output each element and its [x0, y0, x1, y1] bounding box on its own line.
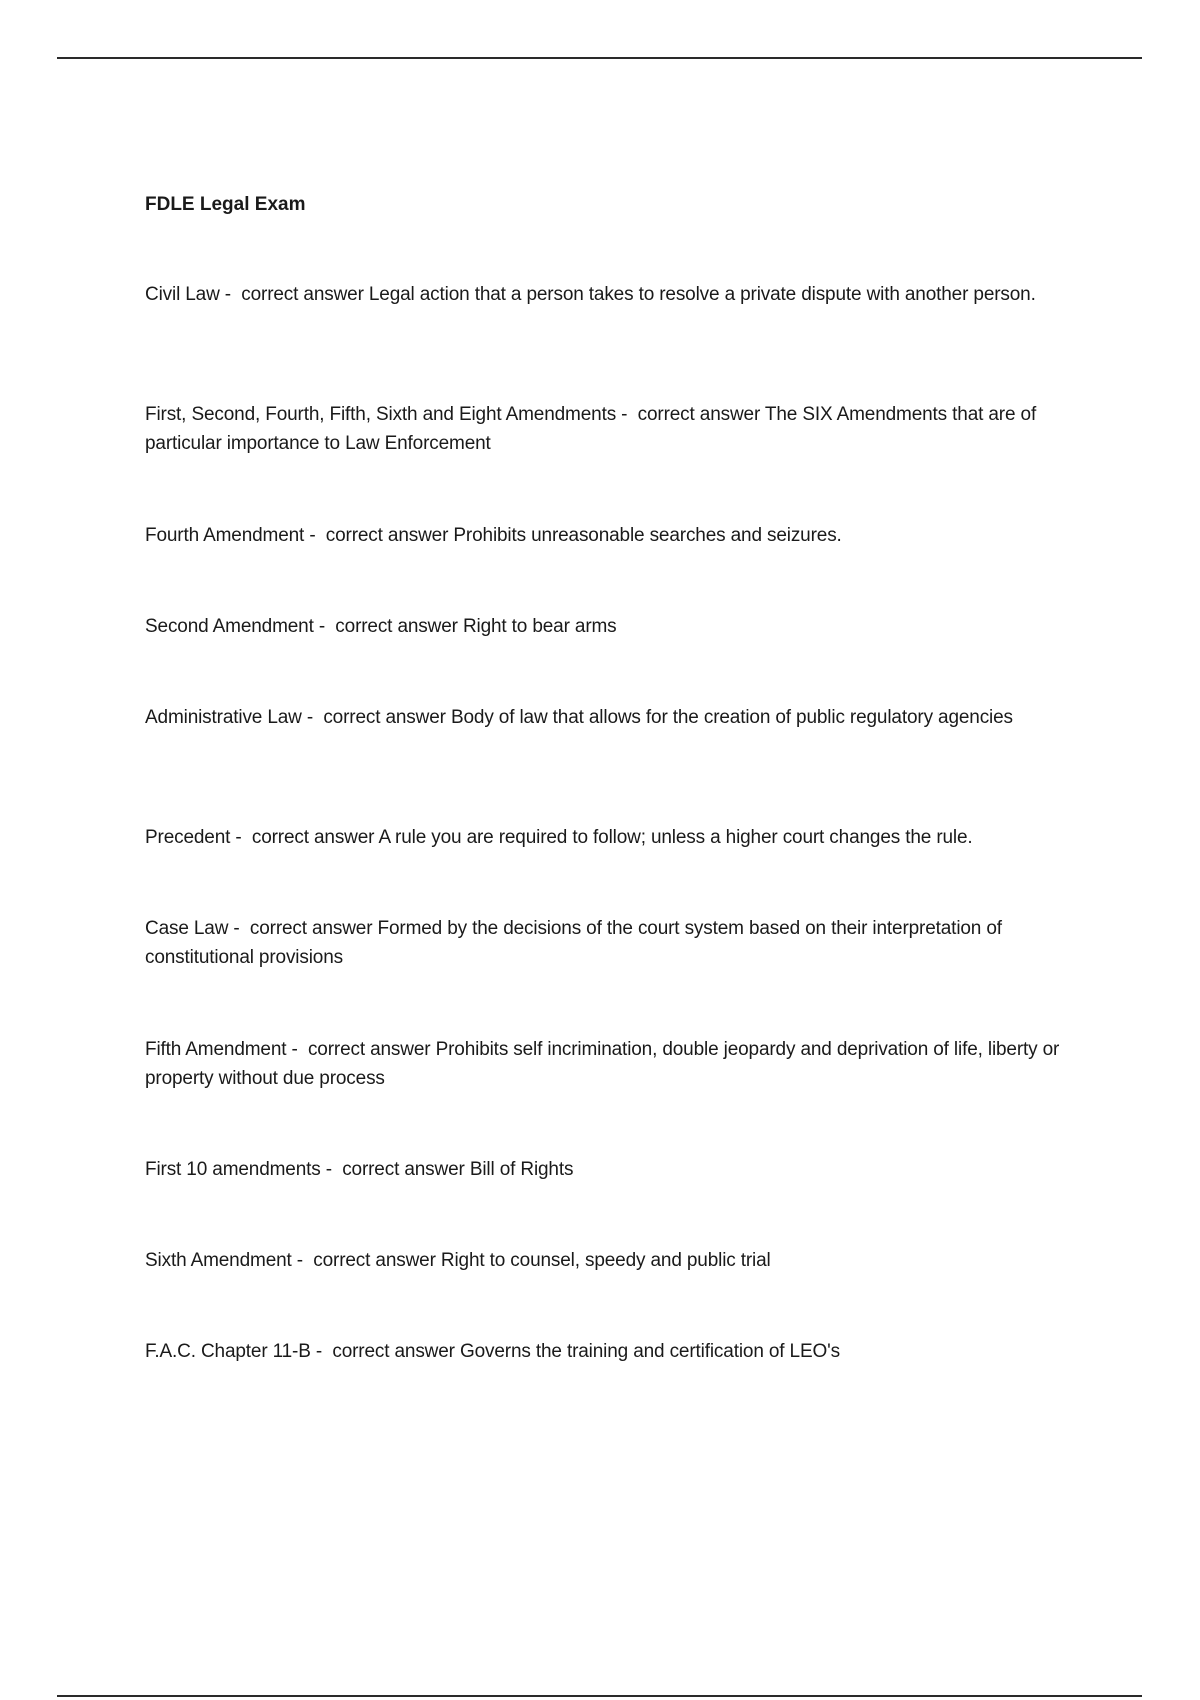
entry-answer: Bill of Rights [469, 1159, 574, 1180]
entry-answer: Right to bear arms [462, 616, 617, 637]
entry-term: First, Second, Fourth, Fifth, Sixth and Eight Amendments - [145, 404, 638, 425]
entry-answer: The SIX Amendments that are of particular importance to Law Enforcement [145, 404, 1037, 454]
qa-entry-administrative-law [145, 703, 1085, 732]
header-rule [57, 57, 1142, 59]
entry-term: Fifth Amendment - [145, 1039, 308, 1060]
entry-answer: Right to counsel, speedy and public trial [440, 1250, 771, 1271]
entry-term: Administrative Law - [145, 707, 323, 728]
entry-separator: correct answer [313, 1250, 436, 1271]
entry-separator: correct answer [249, 918, 373, 939]
entry-answer: A rule you are required to follow; unless a higher court changes the rule. [378, 827, 973, 848]
entry-answer: Prohibits self incrimination, double jeopardy and deprivation of life, liberty or property without due process [145, 1039, 1060, 1089]
qa-entry-case-law [145, 914, 1085, 972]
entry-separator: correct answer [332, 1341, 455, 1362]
entry-separator: correct answer [323, 707, 446, 728]
entry-term: Sixth Amendment - [145, 1250, 313, 1271]
qa-entry-six-amendments [145, 400, 1085, 458]
entry-separator: correct answer [307, 1039, 431, 1060]
qa-entry-sixth-amendment [145, 1246, 1085, 1275]
entry-answer: Body of law that allows for the creation of public regulatory agencies [450, 707, 1013, 728]
entry-answer: Governs the training and certification of LEO's [459, 1341, 840, 1362]
entry-separator: correct answer [325, 525, 449, 546]
entry-term: Case Law - [145, 918, 250, 939]
entry-answer: Legal action that a person takes to resolve a private dispute with another person. [368, 284, 1036, 305]
qa-entry-civil-law [145, 280, 1085, 309]
qa-entry-fac-chapter-11b [145, 1337, 1085, 1366]
qa-entry-fifth-amendment [145, 1035, 1085, 1093]
qa-entry-fourth-amendment [145, 521, 1085, 550]
entry-term: Second Amendment - [145, 616, 335, 637]
entry-term: First 10 amendments - [145, 1159, 342, 1180]
entry-separator: correct answer [637, 404, 761, 425]
qa-entry-first-10-amendments [145, 1155, 1085, 1184]
qa-entry-second-amendment [145, 612, 1085, 641]
entry-term: Fourth Amendment - [145, 525, 326, 546]
entry-term: F.A.C. Chapter 11-B - [145, 1341, 332, 1362]
footer-rule [57, 1695, 1142, 1697]
entry-separator: correct answer [335, 616, 458, 637]
document-title: FDLE Legal Exam [145, 194, 306, 215]
entry-separator: correct answer [342, 1159, 465, 1180]
entry-separator: correct answer [241, 284, 364, 305]
entry-term: Civil Law - [145, 284, 241, 305]
qa-entry-precedent [145, 823, 1085, 852]
entry-answer: Prohibits unreasonable searches and seizures. [453, 525, 842, 546]
entry-term: Precedent - [145, 827, 252, 848]
entry-answer: Formed by the decisions of the court system based on their interpretation of constitutional provisions [145, 918, 1002, 968]
entry-separator: correct answer [251, 827, 375, 848]
